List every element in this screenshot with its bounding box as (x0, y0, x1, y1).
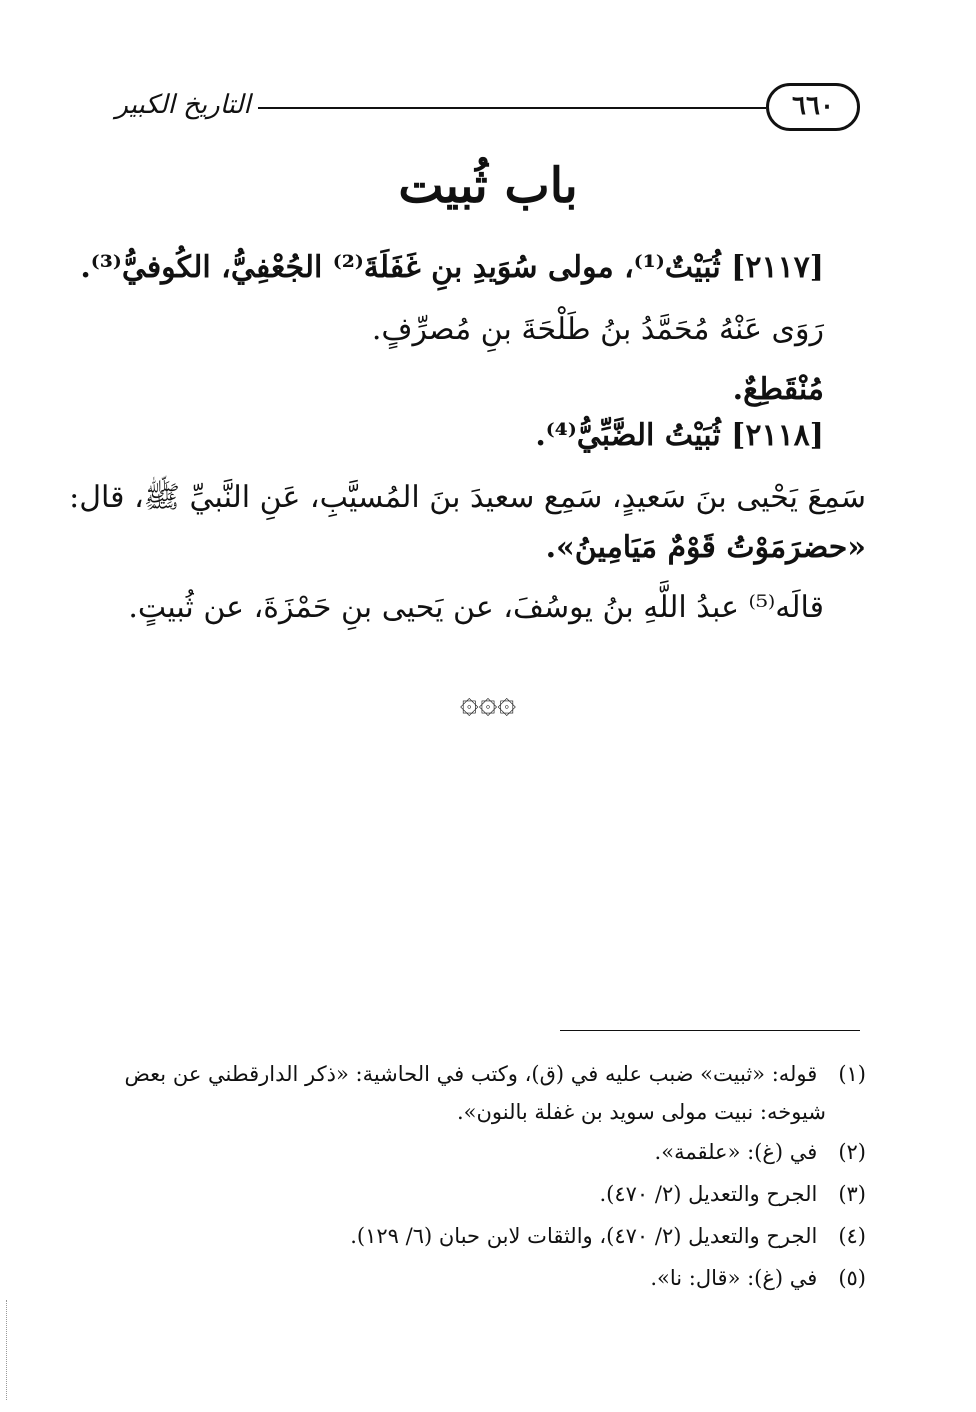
page-number: ٦٦٠ (766, 83, 860, 131)
footnote-text: الجرح والتعديل (٢/ ٤٧٠)، والثقات لابن حبان (٦/ ١٢٩). (350, 1224, 818, 1248)
footnote-2 (655, 1136, 866, 1168)
book-title: التاريخ الكبير (115, 90, 251, 120)
footnote-number: (٥) (838, 1266, 866, 1290)
entry-2118-hadith: «حضرَمَوْتُ قَوْمٌ مَيَامِينُ». (545, 530, 866, 565)
header-rule (258, 107, 766, 109)
chapter-heading: باب ثُبيت (398, 158, 578, 214)
footnote-4 (350, 1220, 866, 1252)
entry-2118-heading: [٢١١٨] ثُبَيْتُ الضَّبِّيُّ⁽⁴⁾. (535, 418, 824, 453)
footnote-3 (599, 1178, 866, 1210)
entry-2117-narration: رَوَى عَنْهُ مُحَمَّدُ بنُ طَلْحَةَ بنِ مُصرِّفٍ. (371, 312, 824, 347)
section-ornaments: ۞۞۞ (459, 682, 517, 720)
footnote-1 (124, 1058, 866, 1090)
entry-2117-heading: [٢١١٧] ثُبَيْتٌ⁽¹⁾، مولى سُوَيدِ بنِ غَفَلَةَ⁽²⁾ الجُعْفِيُّ، الكُوفيُّ⁽³⁾. (80, 250, 824, 285)
footnote-number: (٢) (838, 1140, 866, 1164)
entry-2118-narration: سَمِعَ يَحْيى بنَ سَعيدٍ، سَمِع سعيدَ بنَ المُسيَّبِ، عَنِ النَّبيِّ ﷺ، قال: (69, 480, 866, 515)
footnote-number: (٣) (838, 1182, 866, 1206)
footnote-text: الجرح والتعديل (٢/ ٤٧٠). (599, 1182, 818, 1206)
footnote-text: في (غ): «علقمة». (654, 1140, 818, 1164)
scan-margin-marks (6, 1300, 11, 1400)
footnote-5 (650, 1262, 866, 1294)
footnote-text: قوله: «ثبيت» ضبب عليه في (ق)، وكتب في الحاشية: «ذكر الدارقطني عن بعض (124, 1062, 818, 1086)
footnote-number: (١) (838, 1062, 866, 1086)
footnote-text: في (غ): «قال: نا». (650, 1266, 818, 1290)
footnote-number: (٤) (838, 1224, 866, 1248)
footnote-rule (560, 1030, 860, 1031)
footnote-1-continuation: شيوخه: نبيت مولى سويد بن غفلة بالنون». (456, 1100, 826, 1124)
entry-2118-chain: قالَه⁽⁵⁾ عبدُ اللَّهِ بنُ يوسُفَ، عن يَحيى بنِ حَمْزَةَ، عن ثُبيتٍ. (128, 590, 824, 625)
entry-2117-note: مُنْقَطِعٌ. (732, 372, 824, 407)
